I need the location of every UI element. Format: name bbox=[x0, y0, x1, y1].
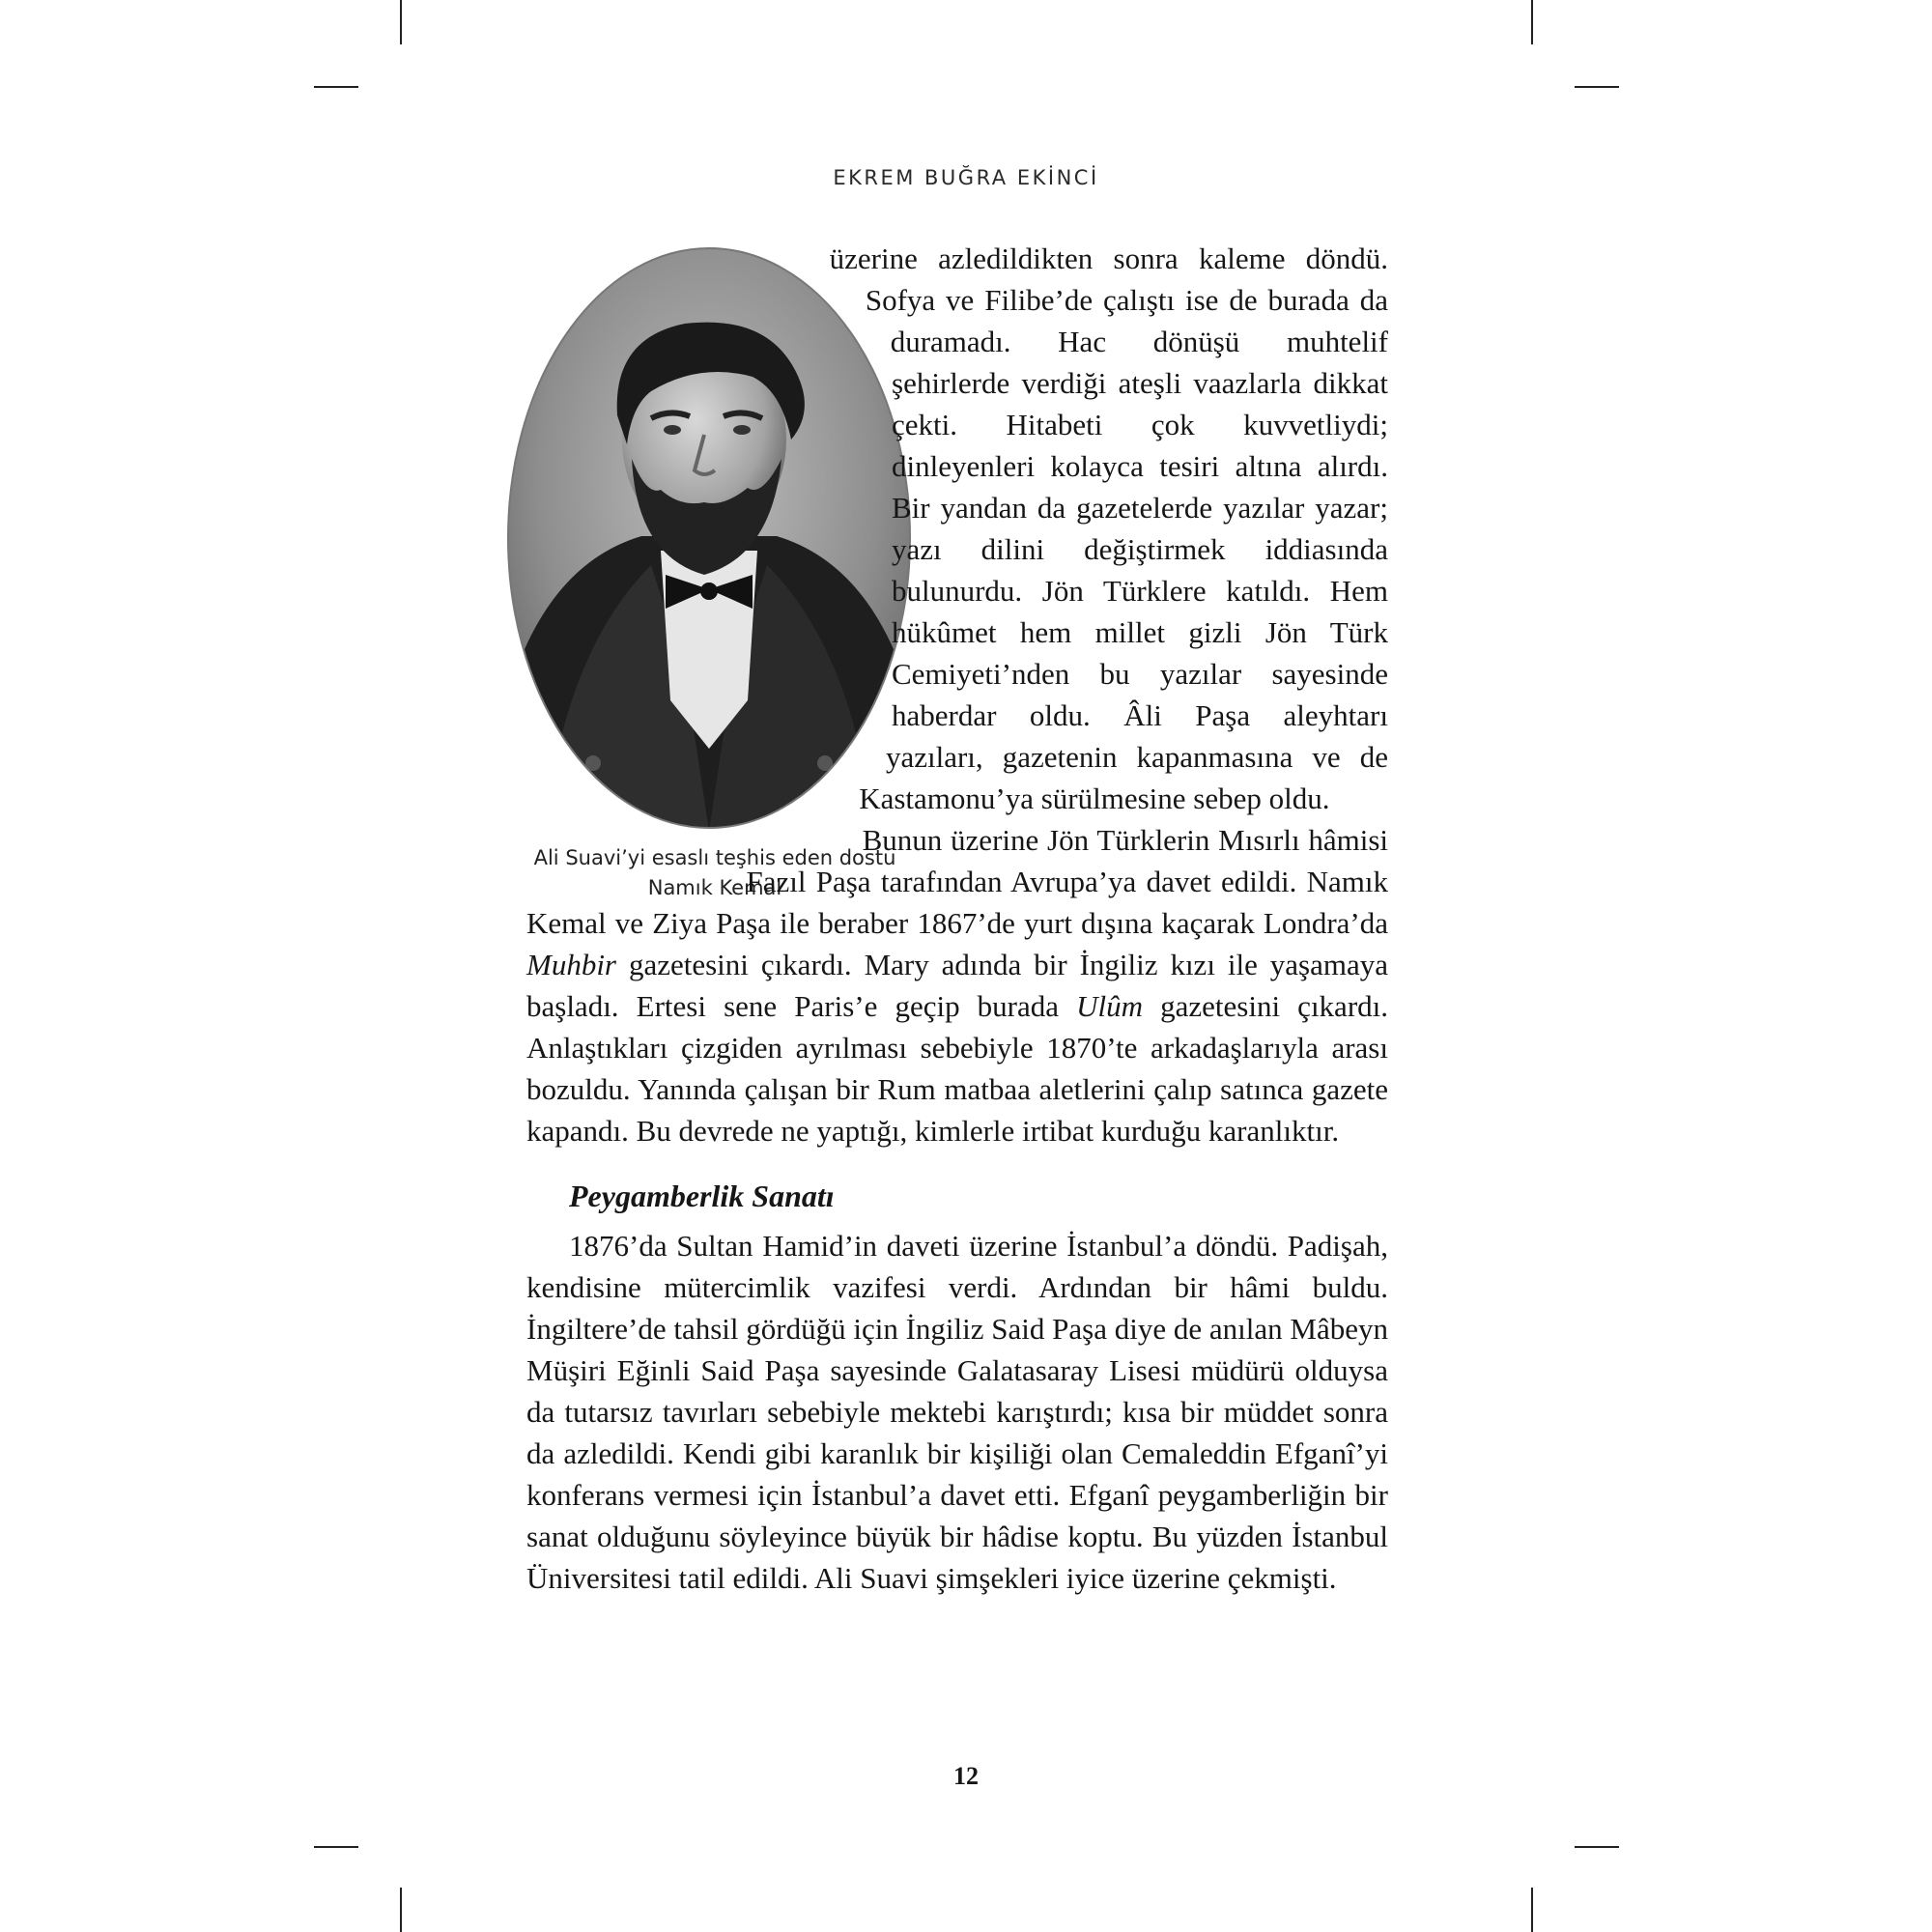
figure-wrap-space bbox=[515, 238, 892, 914]
newspaper-muhbir: Muhbir bbox=[526, 948, 616, 981]
section-heading: Peygamberlik Sanatı bbox=[569, 1179, 835, 1213]
crop-mark-top-right bbox=[1531, 0, 1533, 44]
crop-mark-bottom-left bbox=[400, 1888, 402, 1932]
paragraph-2-part-c: gazetesini çıkardı. Anlaştıkları çizgiden ayrılması sebebiyle 1870’te arkadaşlarıyla arası bozuldu. Yanında çalışan bir Rum matbaa aletlerini çalıp satınca gazete kapandı. Bu devrede ne yaptığı, kimlerle irtibat kurduğu karanlıktır. bbox=[526, 989, 1389, 1148]
paragraph-3: 1876’da Sultan Hamid’in daveti üzerine İstanbul’a döndü. Padişah, kendisine mütercimlik vazifesi verdi. Ardından bir hâmi buldu. İngiltere’de tahsil gördüğü için İngiliz Said Paşa diye de anılan Mâbeyn Müşiri Eğinli Said Paşa sayesinde Galatasaray Lisesi müdürü olduysa da tutarsız tavırları sebebiyle mektebi karıştırdı; kısa bir müddet sonra da azledildi. Kendi gibi karanlık bir kişiliği olan Cemaleddin Efganî’yi konferans vermesi için İstanbul’a davet etti. Efganî peygamberliğin bir sanat olduğunu söyleyince büyük bir hâdise koptu. Bu yüzden İstanbul Üniversitesi tatil edildi. Ali Suavi şimşekleri iyice üzerine çekmişti. bbox=[526, 1229, 1388, 1595]
caption-line-1: Ali Suavi’yi esaslı teşhis eden dostu bbox=[533, 846, 896, 869]
crop-mark-top-right-h bbox=[1575, 86, 1619, 88]
crop-mark-top-left-h bbox=[314, 86, 358, 88]
crop-mark-bottom-right bbox=[1531, 1888, 1533, 1932]
caption-line-2: Namık Kemal bbox=[647, 876, 782, 899]
running-head: EKREM BUĞRA EKİNCİ bbox=[833, 166, 1099, 189]
crop-mark-bottom-left-h bbox=[314, 1846, 358, 1848]
crop-mark-bottom-right-h bbox=[1575, 1846, 1619, 1848]
newspaper-ulum: Ulûm bbox=[1076, 989, 1144, 1023]
body-text-block bbox=[526, 238, 1388, 1599]
page-number: 12 bbox=[953, 1762, 979, 1790]
paragraph-1: üzerine azledildikten sonra kaleme döndü. Sofya ve Filibe’de çalıştı ise de burada da duramadı. Hac dönüşü muhtelif şehirlerde verdiği ateşli vaazlarla dikkat çekti. Hitabeti çok kuvvetliydi; dinleyenleri kolayca tesiri altına alırdı. Bir yandan da gazetelerde yazılar yazar; yazı dilini değiştirmek iddiasında bulunurdu. Jön Türklere katıldı. Hem hükûmet hem millet gizli Jön Türk Cemiyeti’nden bu yazılar sayesinde haberdar oldu. Âli Paşa aleyhtarı yazıları, gazetenin kapanmasına ve de Kastamonu’ya sürülmesine sebep oldu. bbox=[829, 242, 1388, 815]
paragraph-2-part-b: gazetesini çıkardı. Mary adında bir İngiliz kızı ile yaşamaya başladı. Ertesi sene Paris’e geçip burada bbox=[526, 948, 1388, 1023]
paragraph-2-part-a: Bunun üzerine Jön Türklerin Mısırlı hâmisi Fazıl Paşa tarafından Avrupa’ya davet edildi. Namık Kemal ve Ziya Paşa ile beraber 1867’de yurt dışına kaçarak Londra’da bbox=[526, 823, 1388, 940]
crop-mark-top-left bbox=[400, 0, 402, 44]
